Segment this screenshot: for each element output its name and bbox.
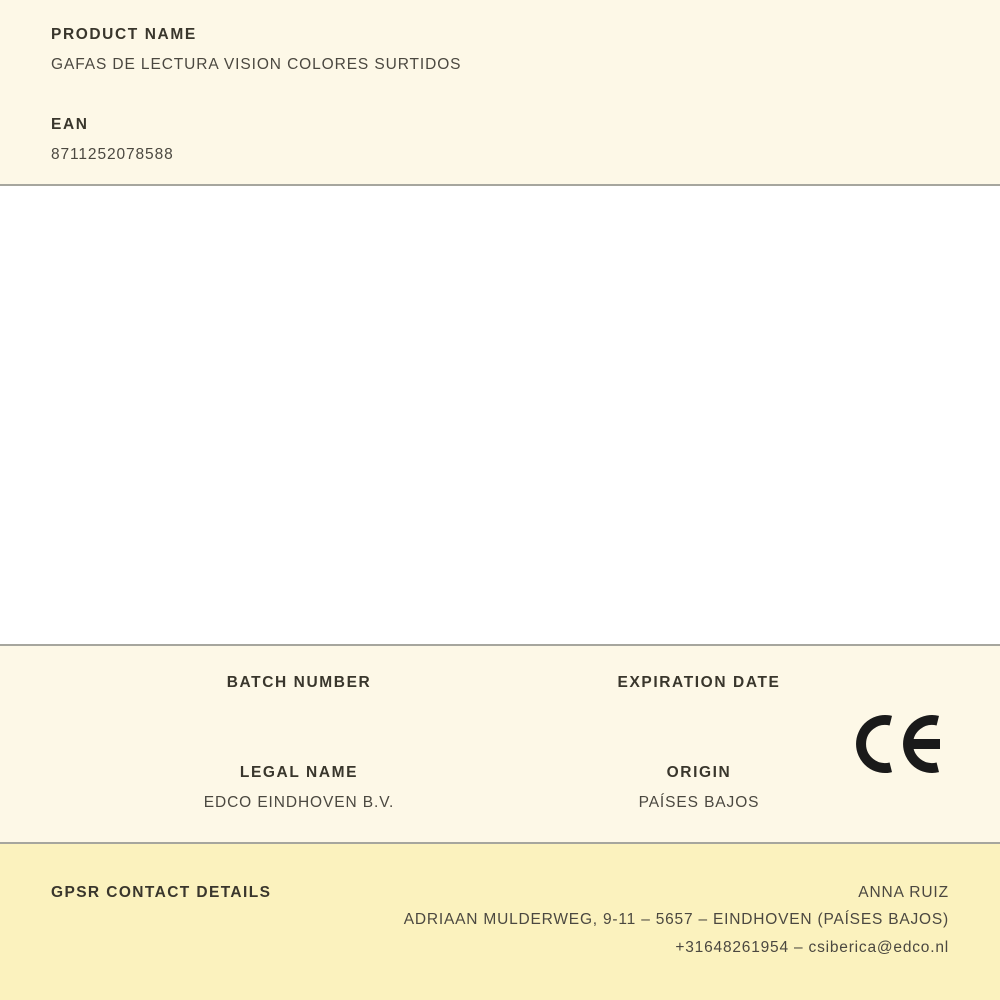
ean-field	[51, 110, 950, 170]
product-info-section	[0, 0, 1000, 186]
batch-number-label: BATCH NUMBER	[226, 674, 372, 691]
gpsr-contact-label: GPSR CONTACT DETAILS	[51, 884, 272, 901]
details-section	[0, 646, 1000, 844]
origin-value: PAÍSES BAJOS	[638, 794, 760, 811]
ce-mark-icon	[856, 712, 944, 776]
product-name-value: GAFAS DE LECTURA VISION COLORES SURTIDOS	[51, 56, 462, 73]
product-name-label: PRODUCT NAME	[51, 26, 197, 43]
legal-name-value: EDCO EINDHOVEN B.V.	[203, 794, 395, 811]
legal-name-label: LEGAL NAME	[239, 764, 359, 781]
expiration-date-label: EXPIRATION DATE	[617, 674, 781, 691]
ean-label: EAN	[51, 116, 89, 133]
gpsr-contact-row	[51, 880, 949, 906]
gpsr-contact-section	[0, 844, 1000, 1000]
blank-image-area	[0, 186, 1000, 646]
contact-person-name: ANNA RUIZ	[858, 884, 949, 901]
contact-address: ADRIAAN MULDERWEG, 9-11 – 5657 – EINDHOVEN (PAÍSES BAJOS)	[403, 911, 949, 928]
product-name-field	[51, 20, 950, 80]
contact-phone-email: +31648261954 – csiberica@edco.nl	[675, 939, 949, 956]
ean-value: 8711252078588	[51, 146, 174, 163]
origin-label: ORIGIN	[666, 764, 732, 781]
